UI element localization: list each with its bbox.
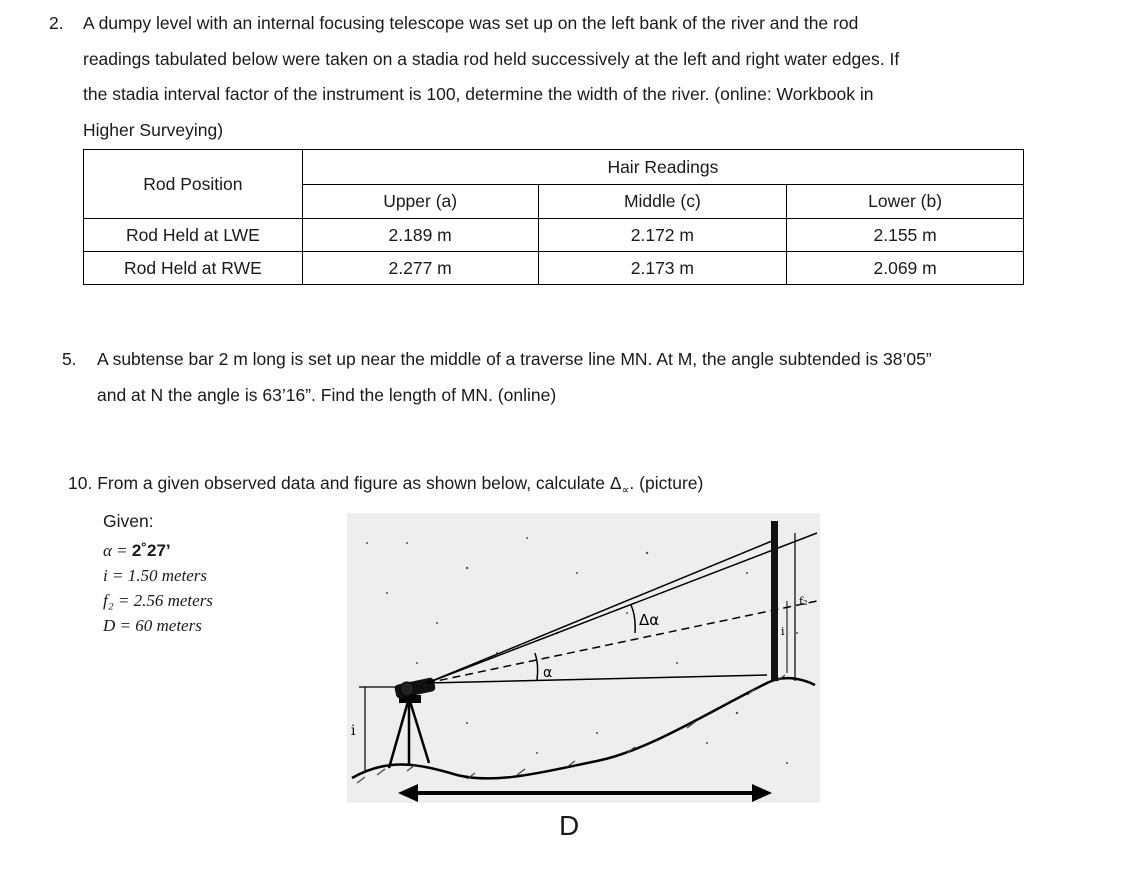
table-row	[84, 252, 1024, 285]
given-alpha-value: 2˚27’	[131, 541, 171, 560]
alpha-arc	[535, 653, 538, 680]
header-lower: Lower (b)	[787, 185, 1024, 219]
given-label: Given:	[103, 511, 154, 531]
figure-label-i-rod: i	[781, 625, 785, 638]
problem-5-text	[97, 342, 1117, 413]
telescope-eyepiece	[400, 682, 414, 696]
problem-10-text	[68, 466, 703, 509]
problem-10-question: From a given observed data and figure as shown below, calculate Δ	[97, 473, 622, 493]
distance-label-D: D	[559, 810, 580, 841]
problem-10-question-end: . (picture)	[629, 473, 704, 493]
header-rod-position: Rod Position	[84, 150, 303, 219]
delta-subscript: ∝	[621, 484, 630, 497]
problem-5-line-2: and at N the angle is 63’16”. Find the length of MN. (online)	[97, 384, 557, 405]
header-middle: Middle (c)	[538, 185, 787, 219]
sight-line-alpha	[427, 541, 772, 683]
header-upper: Upper (a)	[302, 185, 538, 219]
cell-upper: 2.189 m	[302, 219, 538, 252]
sight-line-horizontal	[427, 675, 767, 683]
problem-5-line-1: A subtense bar 2 m long is set up near the middle of a traverse line MN. At M, the angle subtended is 38’05”	[97, 349, 932, 369]
problem-2-line-1: A dumpy level with an internal focusing telescope was set up on the left bank of the river and the rod	[83, 13, 859, 33]
problem-5-number: 5.	[62, 349, 77, 369]
given-alpha	[103, 541, 171, 561]
delta-alpha-arc	[631, 605, 635, 633]
distance-arrow-left-head	[398, 784, 418, 802]
given-D: D = 60 meters	[103, 616, 202, 635]
tripod-leg-left	[389, 698, 409, 768]
cell-lower: 2.155 m	[787, 219, 1024, 252]
tripod-leg-right	[409, 698, 429, 763]
sight-line-delta-alpha	[427, 533, 817, 683]
problem-2-line-2: readings tabulated below were taken on a stadia rod held successively at the left and right water edges. If	[83, 48, 900, 69]
row-position: Rod Held at RWE	[84, 252, 303, 285]
given-i: i = 1.50 meters	[103, 566, 208, 585]
header-hair-readings: Hair Readings	[302, 150, 1023, 185]
given-alpha-label: α =	[103, 541, 132, 560]
distance-arrow	[396, 782, 774, 804]
hair-readings-table	[83, 149, 1024, 285]
given-f2: f₂ = 2.56 meters	[103, 591, 213, 610]
problem-2-text	[83, 6, 1083, 148]
problem-2-line-4: Higher Surveying)	[83, 119, 224, 140]
stadia-figure	[347, 513, 820, 803]
stadia-rod	[771, 521, 778, 681]
figure-label-alpha: α	[543, 665, 553, 681]
problem-10-number: 10.	[68, 473, 93, 493]
cell-lower: 2.069 m	[787, 252, 1024, 285]
cell-middle: 2.173 m	[538, 252, 787, 285]
sight-line-dashed	[427, 601, 817, 683]
figure-label-delta-alpha: Δα	[639, 611, 660, 629]
figure-label-f2: f₂	[799, 595, 808, 608]
cell-upper: 2.277 m	[302, 252, 538, 285]
problem-2-number: 2.	[49, 13, 64, 33]
cell-middle: 2.172 m	[538, 219, 787, 252]
stadia-figure-drawing	[347, 513, 820, 803]
figure-label-i: i	[351, 723, 356, 739]
table-row	[84, 219, 1024, 252]
row-position: Rod Held at LWE	[84, 219, 303, 252]
distance-arrow-right-head	[752, 784, 772, 802]
problem-2-line-3: the stadia interval factor of the instrument is 100, determine the width of the river. (online: Workbook in	[83, 84, 874, 104]
